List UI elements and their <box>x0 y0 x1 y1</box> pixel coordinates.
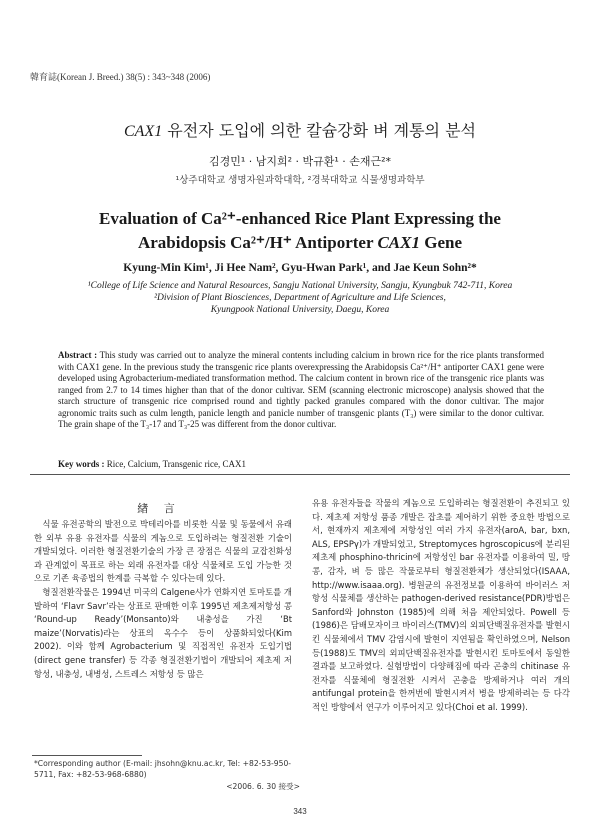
affiliation-1: ¹College of Life Science and Natural Resources, Sangju National University, Sangju, Kyungbuk 742-711, Korea <box>87 281 513 291</box>
korean-title-gene: CAX1 <box>123 123 163 140</box>
corresponding-author-footnote: *Corresponding author (E-mail: jhsohn@knu.ac.kr, Tel: +82-53-950-5711, Fax: +82-53-968-6880) <box>34 759 292 779</box>
section-title: 緖 言 <box>137 502 181 515</box>
english-title-line2-start: Arabidopsis Ca²⁺/H⁺ Antiporter <box>137 233 378 252</box>
korean-authors: 김경민¹ · 남지희² · 박규환¹ · 손재근²* <box>208 155 392 168</box>
korean-affiliations: ¹상주대학교 생명자원과학대학, ²경북대학교 식물생명과학부 <box>175 175 425 186</box>
right-column <box>312 497 570 715</box>
keywords-label: Key words : <box>58 459 105 469</box>
intro-paragraph-1: 식물 유전공학의 발전으로 박테리아를 비롯한 식물 및 동물에서 유래한 외부 유용 유전자를 식물의 게놈으로 도입하려는 형질전환 기술이 개발되었다. 이러한 형질전환기술의 가장 큰 장점은 식물의 교잡친화성과 관계없이 목표로 하는 외래 유전자를 대상 식물체로 도입 가능한 것으로 기존 육종법의 한계를 극복할 수 있다는데 있다. <box>34 519 292 584</box>
english-title-gene: CAX1 <box>377 233 420 252</box>
page-number: 343 <box>293 807 307 816</box>
section-divider <box>30 474 570 475</box>
intro-paragraph-3: 유용 유전자들을 작물의 게놈으로 도입하려는 형질전환이 추진되고 있다. 제초제 저항성 품종 개발은 잡초를 제어하기 위한 중요한 방법으로서, 현재까지 제초제에 저항성인 여러 가지 유전자(aroA, bar, bxn, ALS, EPSPγ)가 개발되었고, Streptomyces hgroscopicus에 분리된 제초제 phosphino-thricin에 저항성인 bar 유전자를 이용하여 밀, 땅콩, 감자, 벼 등 많은 작물로부터 형질전환체가 생산되었다(ISAAA, http://www.isaaa.org). 병원균의 유전정보를 이용하여 바이러스 저항성 식물체를 생산하는 pathogen-derived resistance(PDR)방법은 Sanford와 Johnston (1985)에 의해 처음 제안되었다. Powell 등(1986)은 담배모자이크 바이러스(TMV)의 외피단백질유전자를 발현시킨 식물체에서 TMV 감염시에 발현이 지연됨을 확인하였으며, Nelson 등(1988)도 TMV의 외피단백질유전자를 발현시킨 토마토에서 동일한 결과를 보고하였다. 실험방법이 다양해짐에 따라 곤충의 chitinase 유전자를 식물체에 형질전환 시켜서 곤충을 방제하거나 여러 개의 antifungal protein을 한꺼번에 발현시켜서 병을 방제하려는 등 다각적인 방향에서 연구가 이루어지고 있다(Choi et al. 1999). <box>312 498 570 712</box>
english-title-line2 <box>0 231 600 255</box>
english-title <box>0 207 600 255</box>
keywords <box>58 459 544 469</box>
korean-title-text: 유전자 도입에 의한 칼슘강화 벼 계통의 분석 <box>162 121 477 140</box>
abstract <box>58 350 544 431</box>
received-date: <2006. 6. 30 接受> <box>226 782 300 791</box>
english-title-line2-end: Gene <box>420 233 463 252</box>
left-column <box>34 518 292 681</box>
abstract-text: This study was carried out to analyze the mineral contents including calcium in brown rice for the rice plants transformed with CAX1 gene. In the previous study the transgenic rice plants overexpressing the Arabidopsis Ca²⁺/H⁺ antiporter CAX1 gene were developed using Agrobacterium-mediated transformation method. The calcium content in brown rice of the transgenic rice plants was ranged from 2.7 to 14 times higher than that of the donor cultivar. SEM (scanning electronic microscope) analysis showed that the starch structure of transgenic rice comprised round and tightly packed granules compared with the donor cultivar. The major agronomic traits such as culm length, panicle length and panicle number of transgenic plants (T₃) were similar to the donor cultivar. The grain shape of the T₃-17 and T₃-25 was different from the donor cultivar. <box>58 350 544 429</box>
affiliation-2: ²Division of Plant Biosciences, Department of Agriculture and Life Sciences, <box>154 293 446 303</box>
korean-title <box>0 118 600 141</box>
abstract-label: Abstract : <box>58 350 98 360</box>
english-authors: Kyung-Min Kim¹, Ji Hee Nam², Gyu-Hwan Park¹, and Jae Keun Sohn²* <box>123 262 477 274</box>
english-affiliations <box>40 280 560 316</box>
journal-citation: 韓育誌(Korean J. Breed.) 38(5) : 343~348 (2006) <box>30 72 211 82</box>
intro-paragraph-2: 형질전환작물은 1994년 미국의 Calgene사가 연화지연 토마토를 개발하여 ‘Flavr Savr’라는 상표로 판매한 이후 1995년 제초제저항성 콩 ‘Round-up Ready’(Monsanto)와 내충성을 가진 ‘Bt maize’(Norvatis)라는 상표의 옥수수 등이 상품화되었다(Kim 2002). 이와 함께 Agrobacterium 및 직접적인 유전자 도입기법(direct gene transfer) 등 각종 형질전환기법이 개발되어 제초제 저항성, 내충성, 내병성, 스트레스 저항성 등 많은 <box>34 586 292 679</box>
english-title-line1: Evaluation of Ca²⁺-enhanced Rice Plant Expressing the <box>99 209 501 228</box>
keywords-text: Rice, Calcium, Transgenic rice, CAX1 <box>106 459 246 469</box>
affiliation-2-cont: Kyungpook National University, Daegu, Korea <box>210 305 390 315</box>
footnote-divider <box>32 755 142 756</box>
